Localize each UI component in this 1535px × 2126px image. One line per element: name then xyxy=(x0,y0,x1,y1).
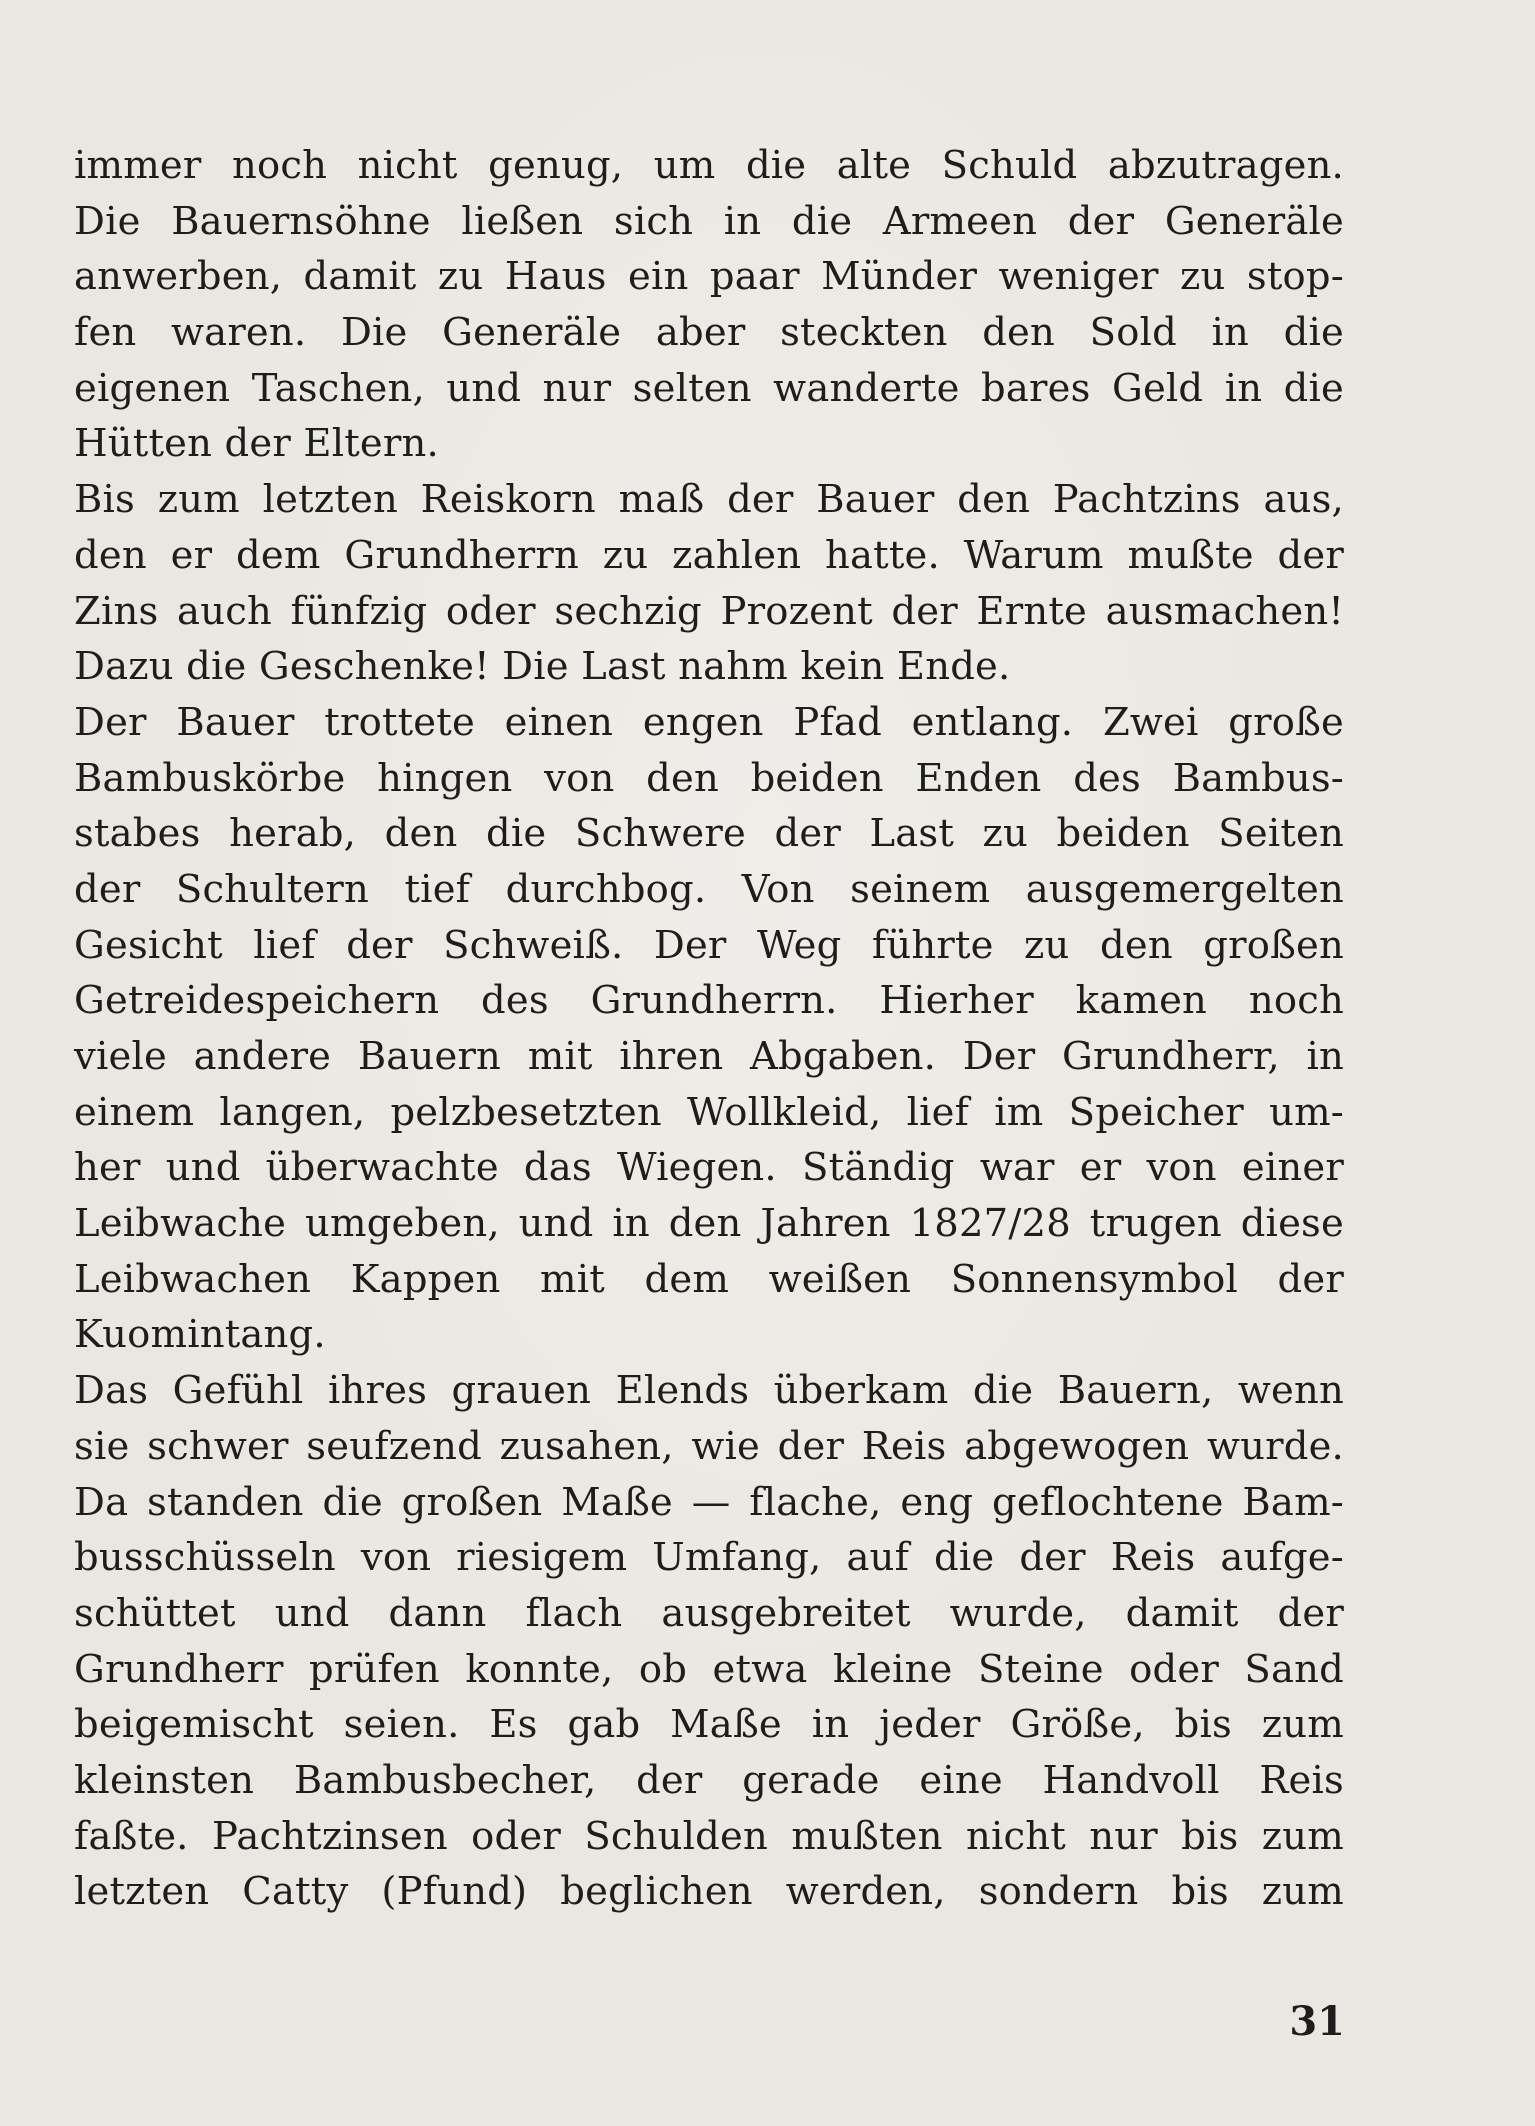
text-line: immer noch nicht genug, um die alte Schuld abzutragen. xyxy=(74,143,1344,188)
body-text xyxy=(74,138,1344,1920)
text-line: Da standen die großen Maße — flache, eng geflochtene Bam- xyxy=(74,1479,1344,1525)
text-line: busschüsseln von riesigem Umfang, auf die der Reis aufge- xyxy=(74,1535,1344,1581)
text-line: Leibwache umgeben, und in den Jahren 1827/28 trugen diese xyxy=(74,1201,1344,1247)
text-line: Leibwachen Kappen mit dem weißen Sonnensymbol der xyxy=(74,1256,1344,1302)
text-line: kleinsten Bambusbecher, der gerade eine Handvoll Reis xyxy=(74,1757,1344,1803)
text-line: der Schultern tief durchbog. Von seinem ausgemergelten xyxy=(74,866,1344,912)
text-line: her und überwachte das Wiegen. Ständig war er von einer xyxy=(74,1145,1344,1191)
text-line: Zins auch fünfzig oder sechzig Prozent der Ernte ausmachen! xyxy=(74,588,1344,634)
text-line: Gesicht lief der Schweiß. Der Weg führte zu den großen xyxy=(74,922,1344,968)
text-line: viele andere Bauern mit ihren Abgaben. Der Grundherr, in xyxy=(74,1034,1344,1079)
text-line: Die Bauernsöhne ließen sich in die Armeen der Generäle xyxy=(74,198,1344,244)
text-line: Das Gefühl ihres grauen Elends überkam die Bauern, wenn xyxy=(74,1368,1344,1414)
text-line: Bis zum letzten Reiskorn maß der Bauer den Pachtzins aus, xyxy=(74,477,1344,523)
text-line: Getreidespeichern des Grundherrn. Hierher kamen noch xyxy=(74,978,1344,1024)
text-line: eigenen Taschen, und nur selten wanderte bares Geld in die xyxy=(74,365,1344,411)
text-line: letzten Catty (Pfund) beglichen werden, sondern bis zum xyxy=(74,1869,1344,1915)
text-line: fen waren. Die Generäle aber steckten den Sold in die xyxy=(74,310,1344,356)
text-line: anwerben, damit zu Haus ein paar Münder weniger zu stop- xyxy=(74,254,1344,300)
text-line: schüttet und dann flach ausgebreitet wurde, damit der xyxy=(74,1590,1344,1636)
text-line: Der Bauer trottete einen engen Pfad entlang. Zwei große xyxy=(74,699,1344,745)
text-line: Dazu die Geschenke! Die Last nahm kein Ende. xyxy=(74,644,1011,690)
text-line: Kuomintang. xyxy=(74,1312,326,1358)
text-line: stabes herab, den die Schwere der Last zu beiden Seiten xyxy=(74,811,1344,857)
text-line: sie schwer seufzend zusahen, wie der Reis abgewogen wurde. xyxy=(74,1423,1344,1469)
text-line: einem langen, pelzbesetzten Wollkleid, lief im Speicher um- xyxy=(74,1089,1344,1135)
page-number: 31 xyxy=(1289,1998,1345,2045)
text-line: beigemischt seien. Es gab Maße in jeder Größe, bis zum xyxy=(74,1702,1344,1748)
text-line: Hütten der Eltern. xyxy=(74,421,439,467)
text-line: faßte. Pachtzinsen oder Schulden mußten nicht nur bis zum xyxy=(74,1813,1344,1859)
text-line: Grundherr prüfen konnte, ob etwa kleine Steine oder Sand xyxy=(74,1646,1344,1692)
text-line: Bambuskörbe hingen von den beiden Enden des Bambus- xyxy=(74,755,1344,801)
text-line: den er dem Grundherrn zu zahlen hatte. Warum mußte der xyxy=(74,532,1344,578)
